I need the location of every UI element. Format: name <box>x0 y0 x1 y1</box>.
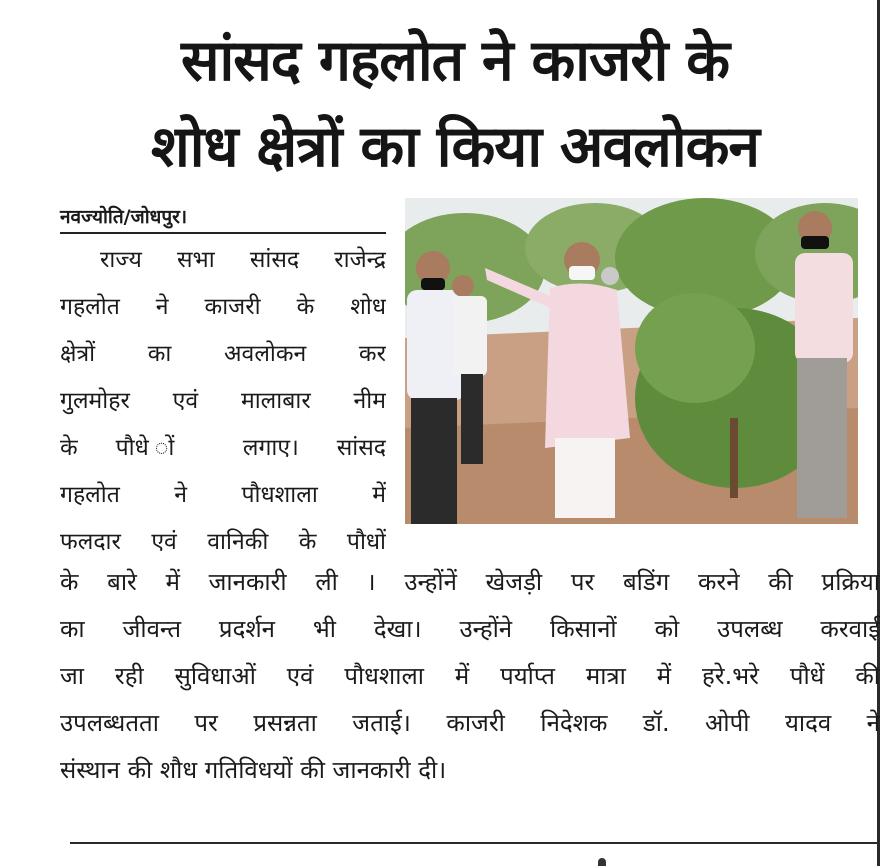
body-line: गहलोत ने पौधशाला में <box>60 482 386 508</box>
article-body-wide <box>60 559 880 794</box>
body-line: के पौधे ों लगाए। सांसद <box>60 435 386 461</box>
body-line: फलदार एवं वानिकी के पौधों <box>60 529 386 555</box>
headline <box>40 18 870 190</box>
body-line: का जीवन्त प्रदर्शन भी देखा। उन्होंने किसानों को उपलब्ध करवाई <box>60 615 880 643</box>
next-article-fragment <box>598 858 606 866</box>
body-line: क्षेत्रों का अवलोकन कर <box>60 341 386 367</box>
body-line: उपलब्धतता पर प्रसन्नता जताई। काजरी निदेशक डॉ. ओपी यादव ने <box>60 709 880 737</box>
body-line: संस्थान की शौध गतिविधयों की जानकारी दी। <box>60 756 447 784</box>
body-line: राज्य सभा सांसद राजेन्द्र <box>100 247 386 273</box>
bottom-rule <box>70 842 878 844</box>
body-line: जा रही सुविधाओं एवं पौधशाला में पर्याप्त मात्रा में हरे.भरे पौधें की <box>60 662 880 690</box>
dateline: नवज्योति/जोधपुर। <box>60 202 386 234</box>
headline-line-2: शोध क्षेत्रों का किया अवलोकन <box>150 114 759 180</box>
news-photo-icon <box>405 198 858 524</box>
news-photo <box>405 198 858 524</box>
body-line: गुलमोहर एवं मालाबार नीम <box>60 388 386 414</box>
body-line: के बारे में जानकारी ली । उन्होंनें खेजड़ी पर बडिंग करने की प्रक्रिया <box>60 568 880 596</box>
article-body-column <box>60 237 386 566</box>
headline-line-1: सांसद गहलोत ने काजरी के <box>180 28 730 94</box>
body-line: गहलोत ने काजरी के शोध <box>60 294 386 320</box>
